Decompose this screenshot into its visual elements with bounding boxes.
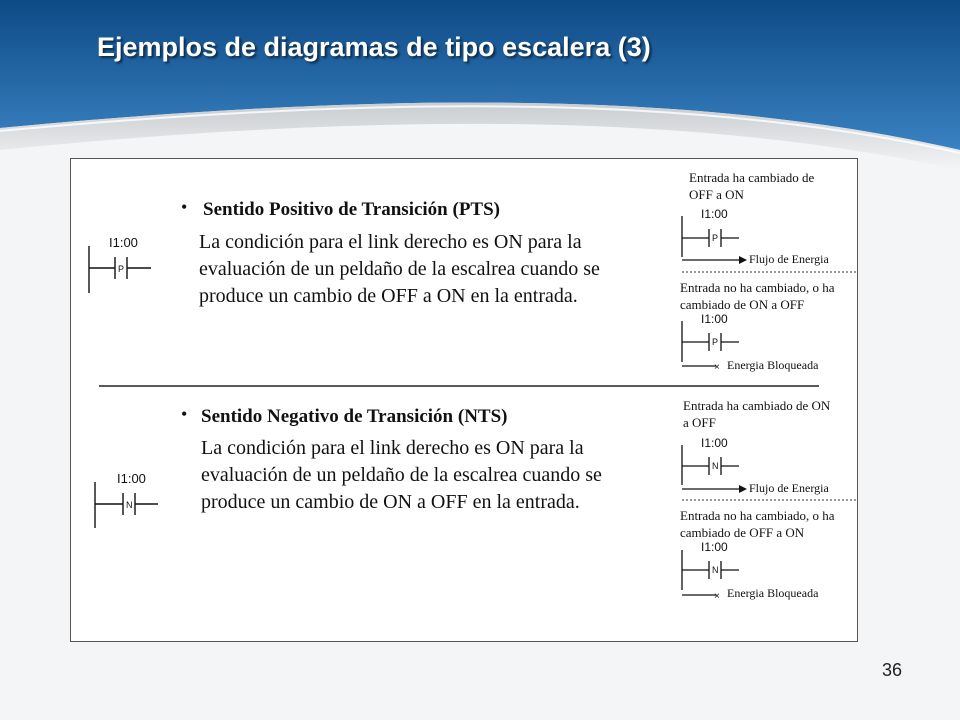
- nts-description: La condición para el link derecho es ON para la evaluación de un peldaño de la escalrea cuando se produce un cambio de ON a OFF en la entrada.: [201, 437, 602, 513]
- nts-case-on-caption: Entrada ha cambiado de ON a OFF: [683, 398, 831, 430]
- nts-main-letter: N: [126, 500, 133, 510]
- ladder-figure: [70, 158, 858, 642]
- pts-bullet: •: [181, 197, 188, 217]
- nts-case-off-result: Energia Bloqueada: [727, 586, 819, 600]
- nts-case-off-rung: [682, 550, 739, 590]
- page-number: 36: [881, 660, 902, 680]
- pts-case-on-letter: P: [712, 233, 719, 243]
- pts-case-on-caption: Entrada ha cambiado de OFF a ON: [689, 170, 815, 202]
- nts-case-on-result: Flujo de Energia: [749, 481, 829, 495]
- nts-title: Sentido Negativo de Transición (NTS): [201, 406, 508, 427]
- nts-main-address: I1:00: [117, 471, 146, 486]
- slide-title: Ejemplos de diagramas de tipo escalera (3): [97, 32, 651, 62]
- pts-title: Sentido Positivo de Transición (PTS): [203, 199, 500, 220]
- nts-blocked-x: ×: [714, 591, 720, 602]
- pts-main-letter: P: [118, 264, 125, 274]
- pts-case-on-rung: [682, 216, 739, 257]
- pts-description: La condición para el link derecho es ON para la evaluación de un peldaño de la escalrea cuando se produce un cambio de OFF a ON en la entrada.: [199, 231, 600, 307]
- nts-case-off-caption: Entrada no ha cambiado, o ha cambiado de OFF a ON: [680, 508, 835, 540]
- nts-case-on-letter: N: [712, 461, 719, 471]
- nts-bullet: •: [181, 404, 188, 424]
- nts-case-on-rung: [682, 445, 739, 485]
- pts-case-on-address: I1:00: [701, 207, 728, 221]
- nts-case-on-address: I1:00: [701, 436, 728, 450]
- pts-case-off-rung: [682, 321, 739, 362]
- pts-case-off-caption: Entrada no ha cambiado, o ha cambiado de ON a OFF: [680, 280, 835, 312]
- pts-blocked-x: ×: [714, 362, 720, 373]
- header-banner: [0, 0, 960, 170]
- nts-case-off-letter: N: [712, 565, 719, 575]
- pts-case-off-result: Energia Bloqueada: [727, 358, 819, 372]
- pts-case-off-letter: P: [712, 337, 719, 347]
- pts-main-address: I1:00: [109, 235, 138, 250]
- pts-case-off-address: I1:00: [701, 312, 728, 326]
- pts-case-on-result: Flujo de Energia: [749, 252, 829, 266]
- nts-case-off-address: I1:00: [701, 540, 728, 554]
